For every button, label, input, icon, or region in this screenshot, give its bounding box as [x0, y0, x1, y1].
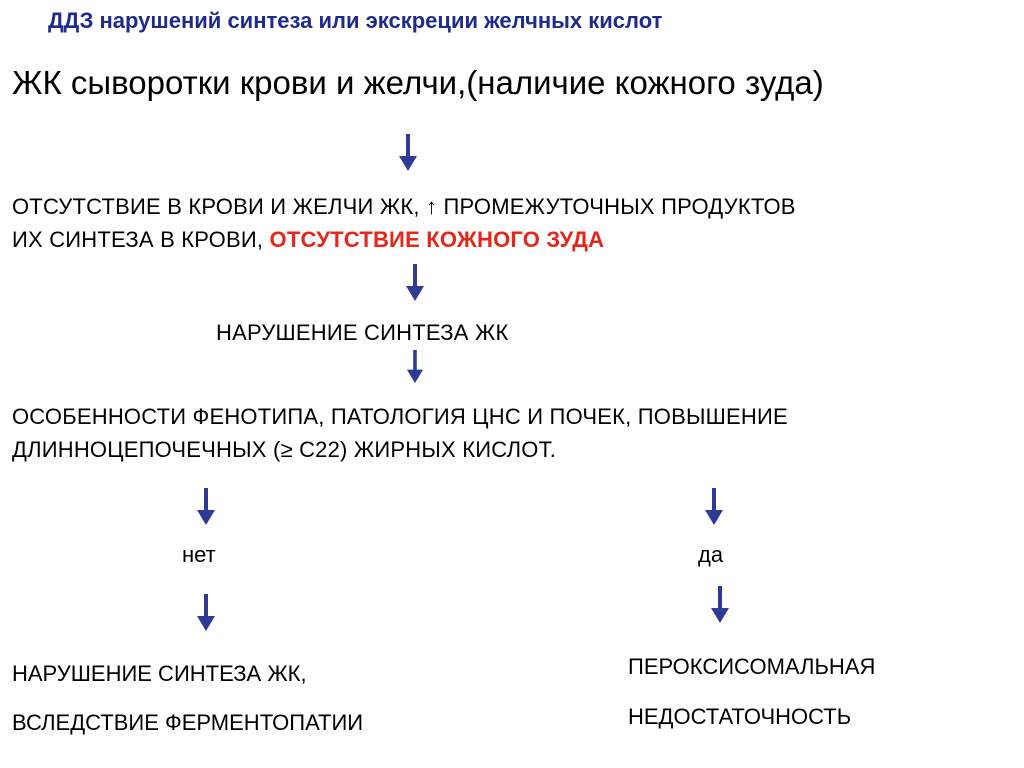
step1-line2 [12, 223, 796, 256]
branch-no-line2: ВСЛЕДСТВИЕ ФЕРМЕНТОПАТИИ [12, 710, 364, 735]
step3-block [12, 400, 788, 466]
step1-block [12, 190, 796, 256]
subtitle: ЖК сыворотки крови и желчи,(наличие кожного зуда) [12, 64, 824, 101]
down-arrow-icon [196, 488, 216, 526]
down-arrow-icon [405, 350, 425, 388]
down-arrow-icon [196, 594, 216, 632]
step3-line1: ОСОБЕННОСТИ ФЕНОТИПА, ПАТОЛОГИЯ ЦНС И ПОЧЕК, ПОВЫШЕНИЕ [12, 404, 788, 429]
step3-line2: ДЛИННОЦЕПОЧЕЧНЫХ (≥ С22) ЖИРНЫХ КИСЛОТ. [12, 437, 557, 462]
down-arrow-icon [398, 134, 418, 172]
no-itch-highlight: ОТСУТСТВИЕ КОЖНОГО ЗУДА [269, 227, 605, 252]
step1-line1: ОТСУТСТВИЕ В КРОВИ И ЖЕЛЧИ ЖК, ↑ ПРОМЕЖУТОЧНЫХ ПРОДУКТОВ [12, 194, 796, 219]
branch-no-line1: НАРУШЕНИЕ СИНТЕЗА ЖК, [12, 661, 307, 686]
branch-yes-line2: НЕДОСТАТОЧНОСТЬ [628, 704, 852, 729]
branch-no-label: нет [182, 542, 216, 567]
down-arrow-icon [405, 264, 425, 302]
step1-line2-prefix: ИХ СИНТЕЗА В КРОВИ, [12, 227, 270, 252]
branch-yes-line1: ПЕРОКСИСОМАЛЬНАЯ [628, 654, 876, 679]
step2-text: НАРУШЕНИЕ СИНТЕЗА ЖК [216, 320, 509, 345]
down-arrow-icon [704, 488, 724, 526]
branch-yes-label: да [698, 542, 724, 567]
down-arrow-icon [710, 586, 730, 624]
page-title: ДДЗ нарушений синтеза или экскреции желчных кислот [48, 8, 663, 33]
